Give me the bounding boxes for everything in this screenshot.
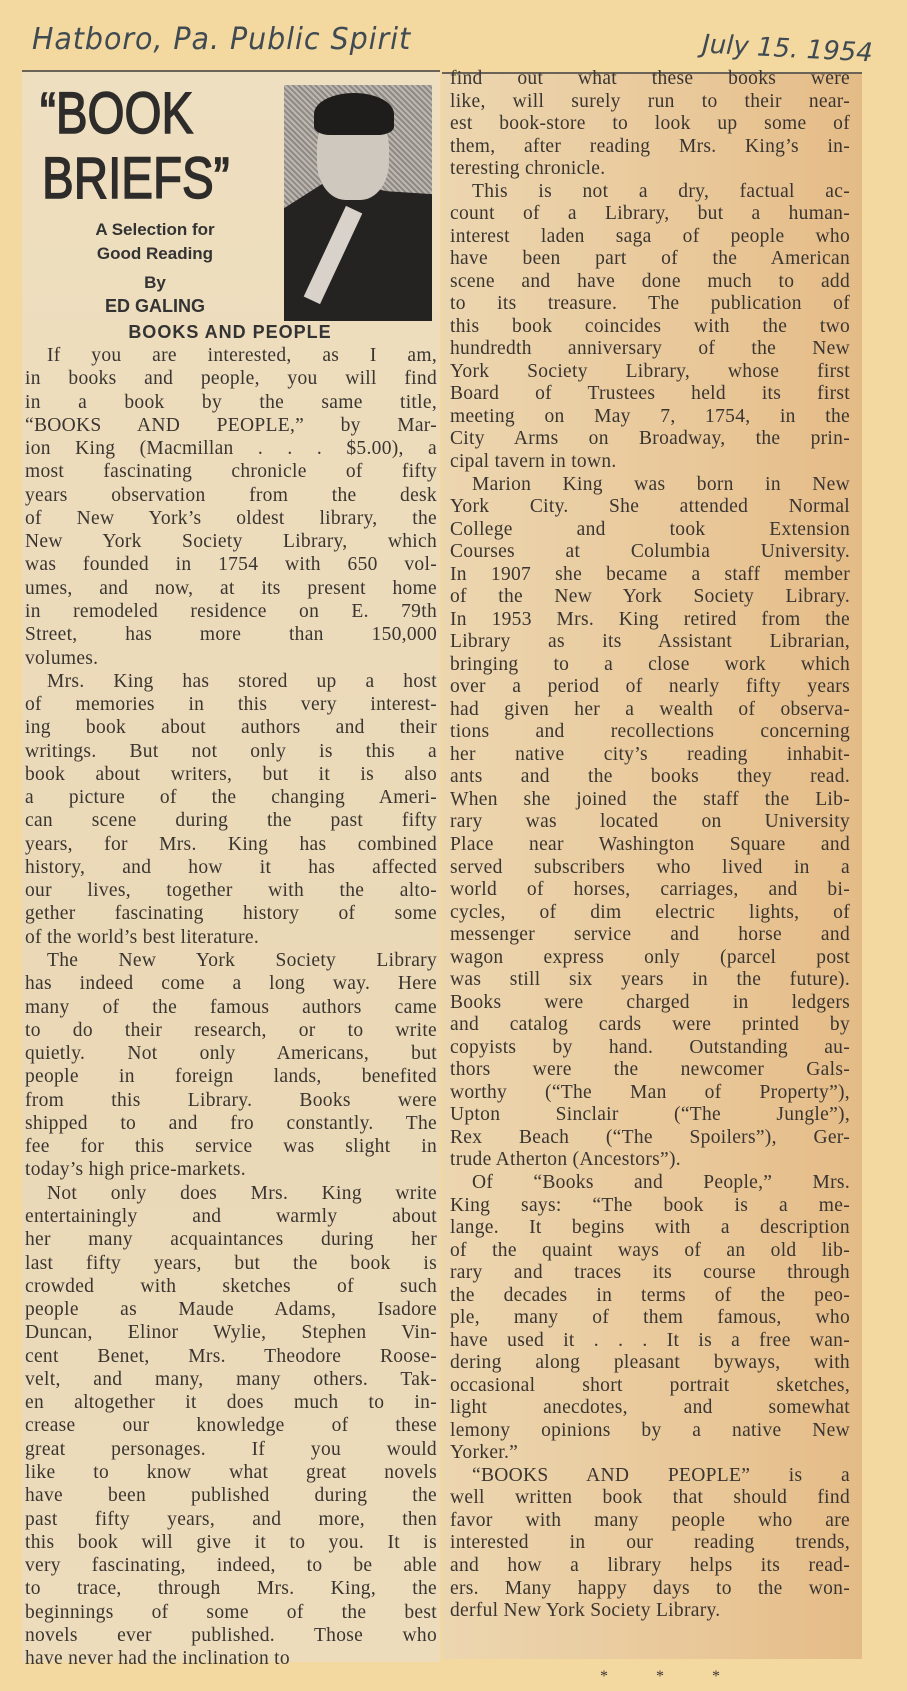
text-line: Books were charged in ledgers [450,991,850,1013]
text-line: most fascinating chronicle of fifty [25,461,437,483]
text-line: Rex Beach (“The Spoilers”), Ger- [450,1126,850,1148]
text-line: Board of Trustees held its first [450,383,850,405]
text-line: Yorker.” [450,1442,519,1464]
handwritten-source-note: Hatboro, Pa. Public Spirit [32,22,412,57]
text-line: light anecdotes, and somewhat [450,1397,850,1419]
text-line: ers. Many happy days to the won- [450,1577,850,1599]
text-line: of the quaint ways of an old lib- [450,1239,850,1261]
text-line: velt, and many, many others. Tak- [25,1368,437,1390]
text-line: Place near Washington Square and [450,834,850,856]
text-line: In 1907 she became a staff member [450,563,850,585]
subtitle-line1: A Selection for [95,220,215,239]
text-line: copyists by hand. Outstanding au- [450,1036,850,1058]
text-line: ion King (Macmillan . . . $5.00), a [25,438,437,460]
text-line: have used it . . . It is a free wan- [450,1329,850,1351]
text-line: well written book that should find [450,1487,850,1509]
text-line: est book-store to look up some of [450,113,850,135]
text-line: of the world’s best literature. [25,926,260,948]
text-line: have been published during the [25,1485,437,1507]
text-line: Upton Sinclair (“The Jungle”), [450,1104,850,1126]
text-line: cent Benet, Mrs. Theodore Roose- [25,1345,437,1367]
text-line: was founded in 1754 with 650 vol- [25,554,437,576]
text-line: Street, has more than 150,000 [25,624,437,646]
column-title-line1: “BOOK [40,81,194,146]
text-line: had given her a wealth of observa- [450,698,850,720]
text-line: years observation from the desk [25,484,437,506]
text-line: cycles, of dim electric lights, of [450,901,850,923]
text-line: last fifty years, but the book is [25,1252,437,1274]
text-line: “BOOKS AND PEOPLE” is a [472,1464,850,1486]
text-line: The New York Society Library [47,950,437,972]
text-line: history, and how it has affected [25,856,437,878]
text-line: very fascinating, indeed, to be able [25,1555,437,1577]
text-line: over a period of nearly fifty years [450,676,850,698]
text-line: have been part of the American [450,248,850,270]
text-line: City Arms on Broadway, the prin- [450,428,850,450]
text-line: was still six years in the future). [450,969,850,991]
text-line: count of a Library, but a human- [450,203,850,225]
text-line: hundredth anniversary of the New [450,338,850,360]
text-line: book about writers, but it is also [25,763,437,785]
text-line: Courses at Columbia University. [450,541,850,563]
text-line: Library as its Assistant Librarian, [450,631,850,653]
author-name: ED GALING [104,296,205,316]
text-line: years, for Mrs. King has combined [25,833,437,855]
text-line: our lives, together with the alto- [25,880,437,902]
text-line: interested in our reading trends, [450,1532,850,1554]
column-title-line2: BRIEFS” [42,146,230,211]
text-line: Not only does Mrs. King write [47,1182,437,1204]
text-line: in books and people, you will find [25,368,437,390]
text-line: today’s high price-markets. [25,1159,246,1181]
text-line: York Society Library, whose first [450,360,850,382]
text-line: College and took Extension [450,518,850,540]
text-line: a picture of the changing Ameri- [25,787,437,809]
text-line: teresting chronicle. [450,158,606,180]
text-line: this book will give it to you. It is [25,1531,437,1553]
text-line: lange. It begins with a description [450,1217,850,1239]
text-line: like to know what great novels [25,1461,437,1483]
text-line: people in foreign lands, benefited [25,1066,437,1088]
text-line: crowded with sketches of such [25,1275,437,1297]
text-line: has indeed come a long way. Here [25,973,437,995]
text-line: York City. She attended Normal [450,496,850,518]
text-line: interest laden saga of people who [450,225,850,247]
text-line: meeting on May 7, 1754, in the [450,405,850,427]
text-line: This is not a dry, factual ac- [472,180,850,202]
text-line: past fifty years, and more, then [25,1508,437,1530]
text-line: gether fascinating history of some [25,903,437,925]
text-line: of New York’s oldest library, the [25,507,437,529]
text-line: King says: “The book is a me- [450,1194,850,1216]
text-line: and catalog cards were printed by [450,1014,850,1036]
text-line: world of horses, carriages, and bi- [450,879,850,901]
text-line: find out what these books were [450,68,850,89]
text-line: beginnings of some of the best [25,1601,437,1623]
text-line: of memories in this very interest- [25,694,437,716]
section-heading: BOOKS AND PEOPLE [128,322,332,342]
byline-by: By [144,273,166,292]
text-line: to trace, through Mrs. King, the [25,1578,437,1600]
text-line: great personages. If you would [25,1438,437,1460]
text-line: Mrs. King has stored up a host [47,670,437,692]
text-line: shipped to and fro constantly. The [25,1112,437,1134]
text-line: like, will surely run to their near- [450,90,850,112]
text-line: tions and recollections concerning [450,721,850,743]
text-line: Marion King was born in New [472,473,850,495]
text-line: rary was located on University [450,811,850,833]
text-line: ing book about authors and their [25,717,437,739]
text-line: en altogether it does much to in- [25,1392,437,1414]
author-portrait-photo [284,85,432,321]
text-line: volumes. [25,647,99,669]
text-line: cipal tavern in town. [450,451,617,472]
text-line: have never had the inclination to [25,1648,290,1670]
text-line: lemony opinions by a native New [450,1419,850,1441]
text-line: them, after reading Mrs. King’s in- [450,135,850,157]
text-line: wagon express only (parcel post [450,946,850,968]
text-line: crease our knowledge of these [25,1415,437,1437]
text-line: dering along pleasant byways, with [450,1352,850,1374]
text-line: entertainingly and warmly about [25,1205,437,1227]
text-line: “BOOKS AND PEOPLE,” by Mar- [25,414,437,436]
text-line: novels ever published. Those who [25,1624,437,1646]
text-line: Duncan, Elinor Wylie, Stephen Vin- [25,1322,437,1344]
text-line: messenger service and horse and [450,924,850,946]
text-line: in a book by the same title, [25,391,437,413]
text-line: bringing to a close work which [450,653,850,675]
text-line: from this Library. Books were [25,1089,437,1111]
text-line: this book coincides with the two [450,315,850,337]
text-line: In 1953 Mrs. King retired from the [450,608,850,630]
text-line: the decades in terms of the peo- [450,1284,850,1306]
text-line: of the New York Society Library. [450,586,850,608]
text-line: scene and have done much to add [450,270,850,292]
text-line: many of the famous authors came [25,996,437,1018]
text-line: her native city’s reading inhabit- [450,743,850,765]
end-mark: * * * [600,1668,742,1685]
text-line: trude Atherton (Ancestors”). [450,1149,681,1171]
text-line: ple, many of them famous, who [450,1307,850,1329]
text-line: rary and traces its course through [450,1262,850,1284]
text-line: quietly. Not only Americans, but [25,1043,437,1065]
text-line: served subscribers who lived in a [450,856,850,878]
text-line: thors were the newcomer Gals- [450,1059,850,1081]
text-line: New York Society Library, which [25,531,437,553]
text-line: Of “Books and People,” Mrs. [472,1171,850,1193]
text-line: ants and the books they read. [450,766,850,788]
text-line: her many acquaintances during her [25,1229,437,1251]
text-line: and how a library helps its read- [450,1554,850,1576]
text-line: in remodeled residence on E. 79th [25,600,437,622]
text-line: occasional short portrait sketches, [450,1374,850,1396]
text-line: writings. But not only is this a [25,740,437,762]
subtitle-line2: Good Reading [96,244,214,263]
text-line: fee for this service was slight in [25,1136,437,1158]
text-line: people as Maude Adams, Isadore [25,1299,437,1321]
text-line: derful New York Society Library. [450,1600,721,1622]
text-line: favor with many people who are [450,1509,850,1531]
text-line: can scene during the past fifty [25,810,437,832]
text-line: to its treasure. The publication of [450,293,850,315]
text-line: When she joined the staff the Lib- [450,788,850,810]
text-line: If you are interested, as I am, [47,345,437,366]
text-line: to do their research, or to write [25,1019,437,1041]
handwritten-date-note: July 15. 1954 [701,29,874,69]
text-line: umes, and now, at its present home [25,577,437,599]
text-line: worthy (“The Man of Property”), [450,1081,850,1103]
